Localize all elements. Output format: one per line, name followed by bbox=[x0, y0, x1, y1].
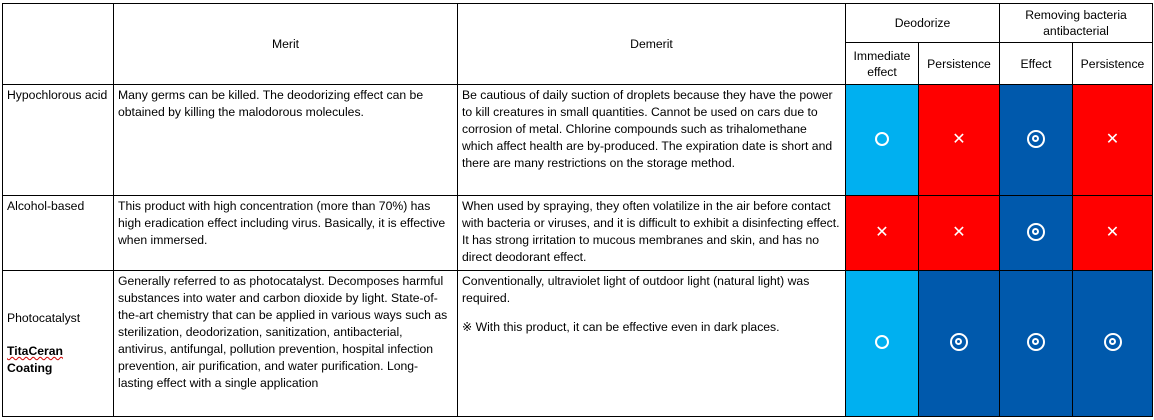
demerit-text: Conventionally, ultraviolet light of outdoor light (natural light) was required. bbox=[462, 274, 810, 305]
cross-icon: ✕ bbox=[1105, 131, 1120, 148]
demerit-note: ※ With this product, it can be effective even in dark places. bbox=[462, 320, 780, 334]
circle-icon bbox=[875, 335, 889, 349]
table-row bbox=[3, 196, 1153, 271]
comparison-table bbox=[2, 3, 1153, 417]
merit-header: Merit bbox=[114, 4, 458, 85]
deodorize-header: Deodorize bbox=[846, 4, 1000, 43]
circle-icon bbox=[875, 132, 889, 146]
rating-cell bbox=[846, 196, 919, 271]
cross-icon: ✕ bbox=[952, 131, 966, 148]
double-circle-icon bbox=[1027, 333, 1045, 351]
rating-cell bbox=[1073, 271, 1153, 417]
demerit-cell: Be cautious of daily suction of droplets because they have the power to kill creatures in small quantities. Cannot be used on cars due to corrosion of metal. Chlorine compounds such as trihalomethane which affect health are by-produced. The expiration date is short and there are many restrictions on the storage method. bbox=[458, 85, 846, 196]
double-circle-icon bbox=[1027, 223, 1045, 241]
row-label: Alcohol-based bbox=[3, 196, 114, 271]
brand-name-line2: Coating bbox=[7, 361, 53, 375]
immediate-effect-header: Immediate effect bbox=[846, 43, 919, 85]
cross-icon: ✕ bbox=[952, 224, 966, 241]
bacteria-persistence-header: Persistence bbox=[1073, 43, 1153, 85]
effect-header: Effect bbox=[1000, 43, 1073, 85]
rating-cell bbox=[919, 196, 1000, 271]
merit-cell: Generally referred to as photocatalyst. Decomposes harmful substances into water and carbon dioxide by light. State-of-the-art chemistry that can be applied in various ways such as sterilization, deodorization, sanitization, antibacterial, antivirus, antifungal, pollution prevention, hospital infection prevention, air purification, and water purification. Long-lasting effect with a single application bbox=[114, 271, 458, 417]
demerit-cell bbox=[458, 271, 846, 417]
demerit-cell: When used by spraying, they often volatilize in the air before contact with bacteria or viruses, and it is difficult to exhibit a disinfecting effect. It has strong irritation to mucous membranes and skin, and has no direct deodorant effect. bbox=[458, 196, 846, 271]
rating-cell bbox=[846, 85, 919, 196]
double-circle-icon bbox=[950, 333, 968, 351]
row-label: Hypochlorous acid bbox=[3, 85, 114, 196]
table-row bbox=[3, 271, 1153, 417]
merit-cell: This product with high concentration (more than 70%) has high eradication effect including virus. Basically, it is effective when immersed. bbox=[114, 196, 458, 271]
row-label-photocatalyst bbox=[3, 271, 114, 417]
cross-icon: ✕ bbox=[875, 224, 889, 241]
double-circle-icon bbox=[1104, 333, 1122, 351]
rating-cell bbox=[1073, 196, 1153, 271]
rating-cell bbox=[1000, 271, 1073, 417]
demerit-header: Demerit bbox=[458, 4, 846, 85]
merit-cell: Many germs can be killed. The deodorizing effect can be obtained by killing the malodorous molecules. bbox=[114, 85, 458, 196]
row-label: Photocatalyst bbox=[7, 311, 81, 325]
deodorize-persistence-header: Persistence bbox=[919, 43, 1000, 85]
rating-cell bbox=[1000, 85, 1073, 196]
rating-cell bbox=[919, 85, 1000, 196]
rating-cell bbox=[1073, 85, 1153, 196]
double-circle-icon bbox=[1027, 130, 1045, 148]
brand-name: TitaCeran bbox=[7, 344, 63, 358]
table-row bbox=[3, 85, 1153, 196]
cross-icon: ✕ bbox=[1105, 224, 1120, 241]
corner-cell bbox=[3, 4, 114, 85]
rating-cell bbox=[1000, 196, 1073, 271]
rating-cell bbox=[846, 271, 919, 417]
bacteria-header: Removing bacteria antibacterial bbox=[1000, 4, 1153, 43]
rating-cell bbox=[919, 271, 1000, 417]
